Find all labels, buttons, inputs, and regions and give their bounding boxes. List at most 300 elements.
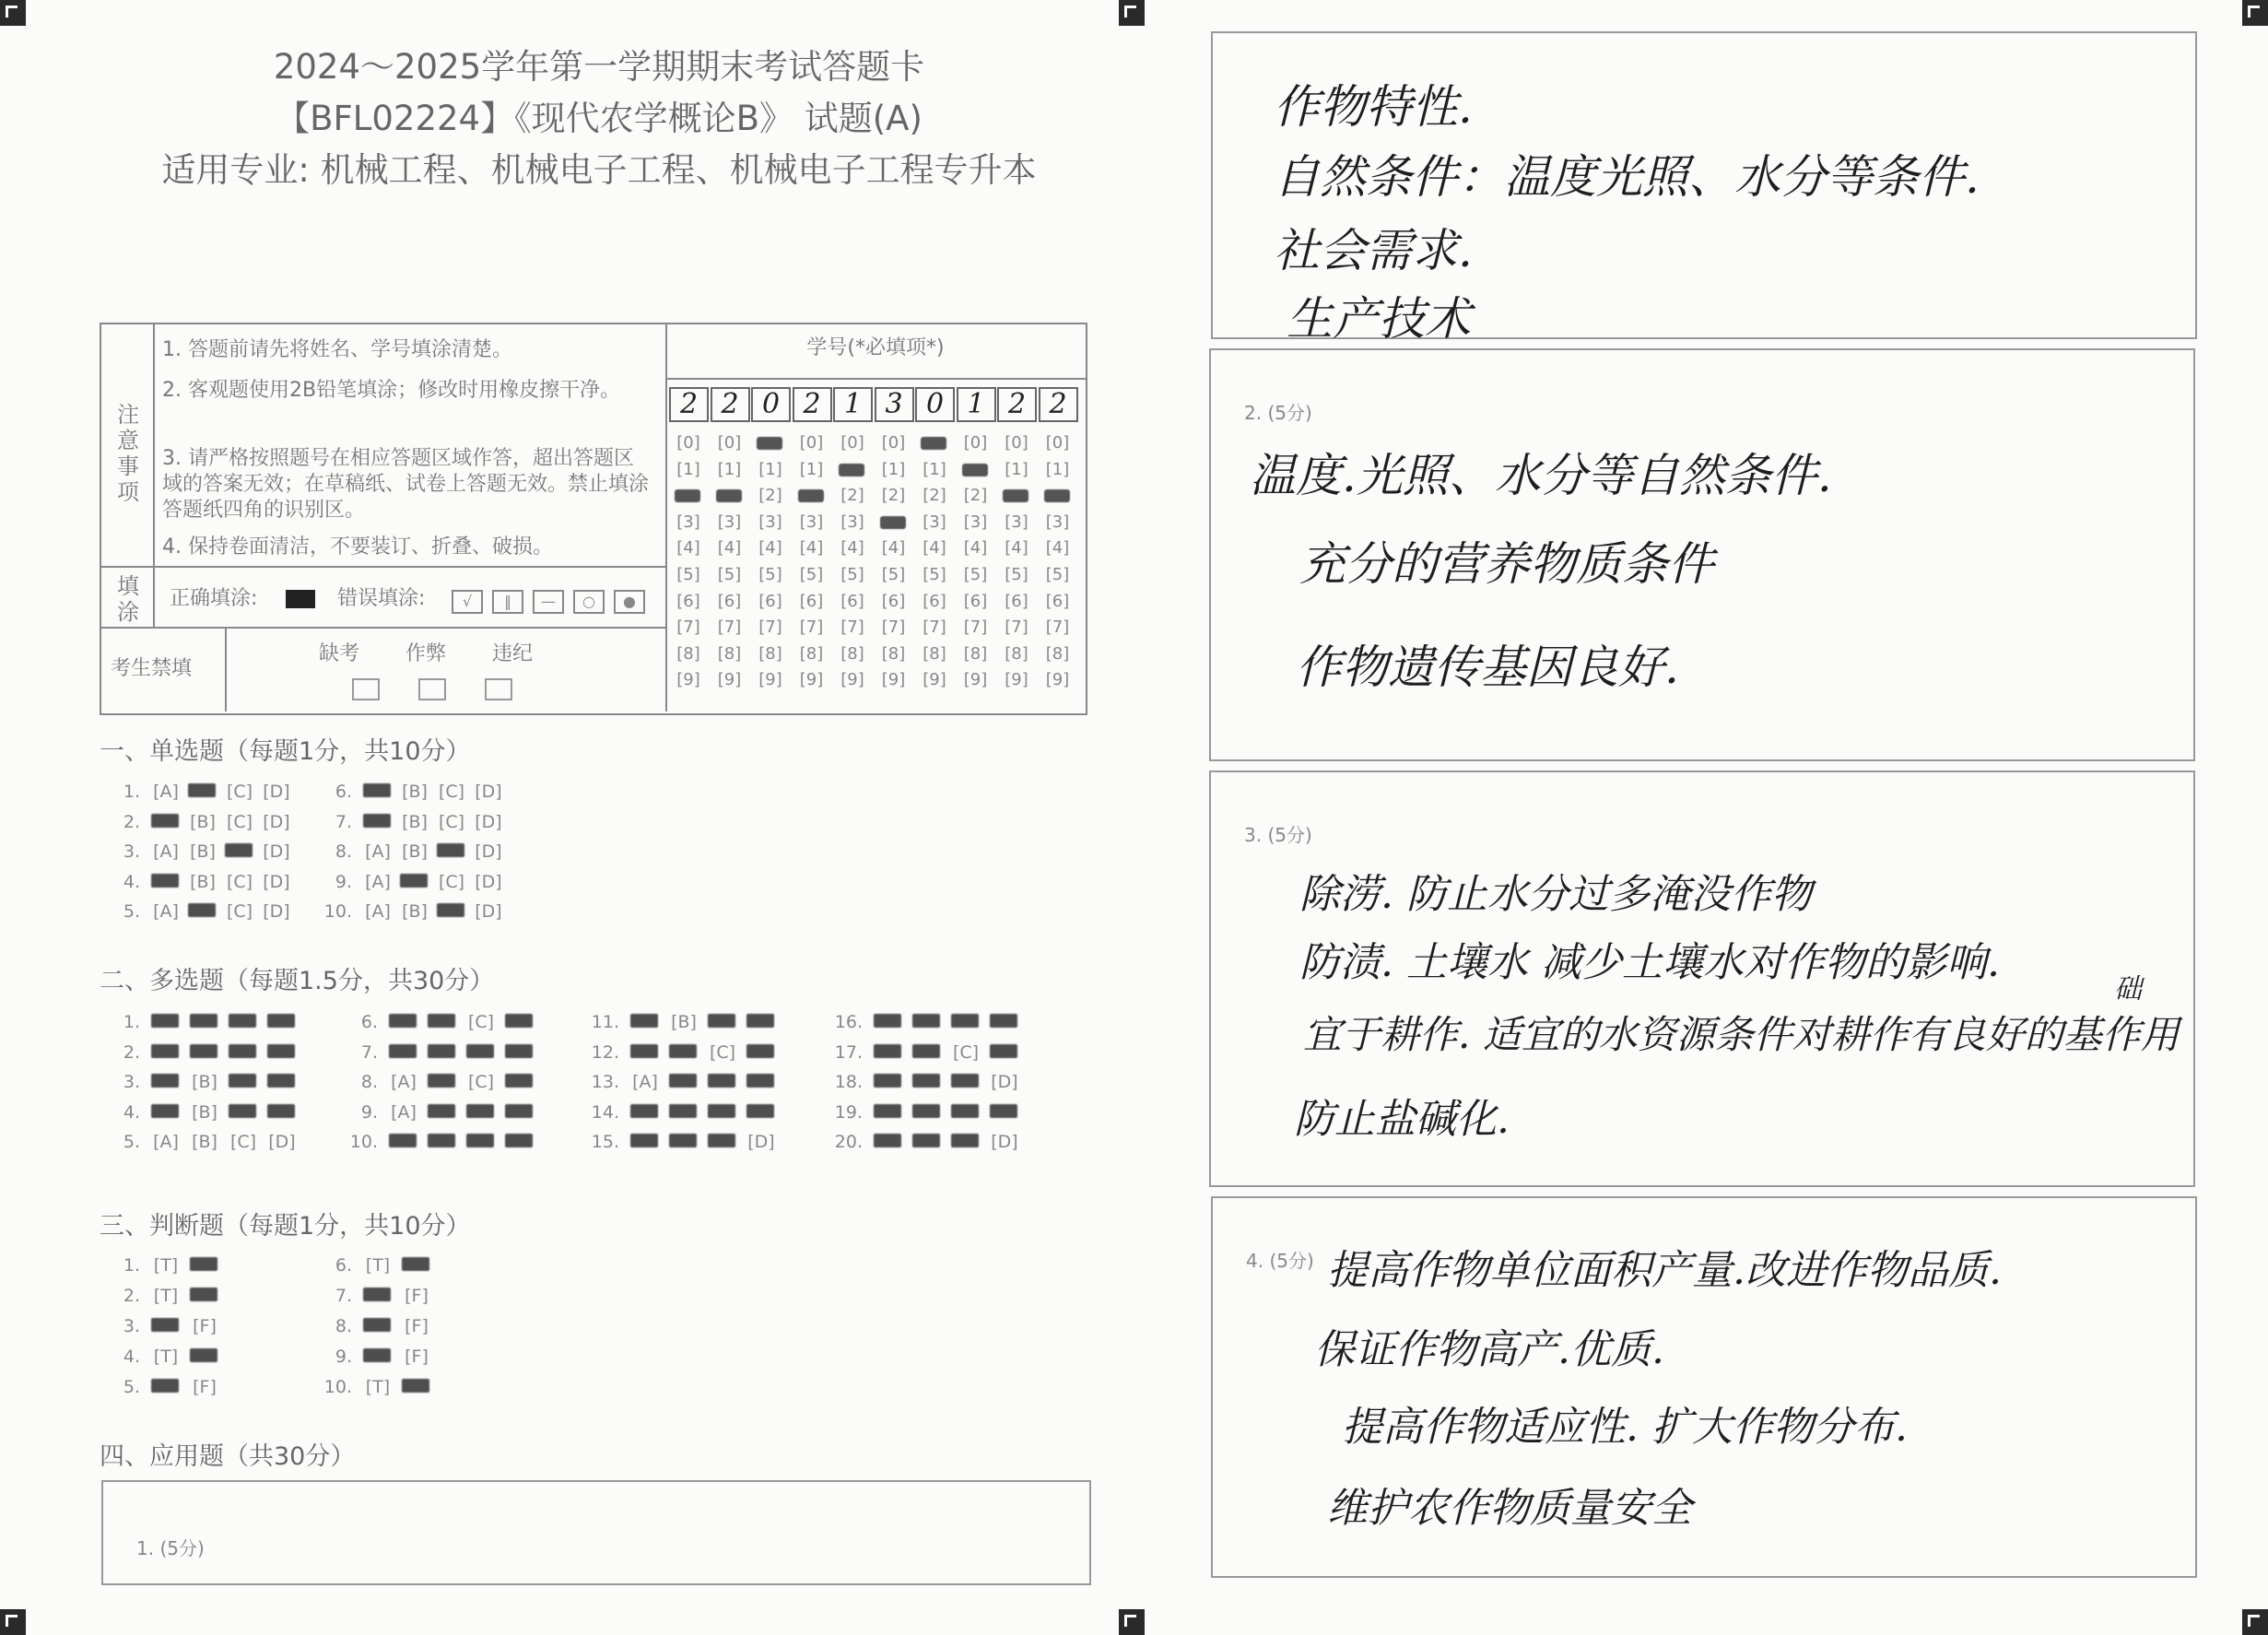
student-id-bubble[interactable] — [1040, 486, 1075, 505]
question-number: 19. — [834, 1101, 863, 1123]
answer-option[interactable]: [F] — [405, 1347, 429, 1367]
answer-option[interactable] — [870, 1132, 907, 1150]
answer-option[interactable] — [396, 872, 433, 890]
student-id-bubble[interactable] — [835, 460, 870, 479]
student-id-bubble[interactable]: [4] — [963, 538, 988, 559]
student-id-bubble[interactable] — [958, 460, 993, 479]
answer-option[interactable]: [D] — [263, 871, 290, 892]
answer-option[interactable] — [870, 1042, 907, 1061]
answer-option[interactable] — [385, 1042, 422, 1061]
answer-option[interactable]: [C] — [438, 811, 465, 832]
answer-option[interactable] — [186, 1042, 223, 1061]
answer-option[interactable] — [627, 1132, 664, 1150]
answer-option[interactable] — [359, 1347, 396, 1365]
answer-option[interactable] — [627, 1102, 664, 1121]
answer-option[interactable] — [501, 1102, 538, 1121]
answer-option[interactable]: [T] — [365, 1377, 391, 1397]
answer-option[interactable] — [986, 1102, 1023, 1121]
notice-label-2: 意 — [117, 428, 139, 453]
answer-option[interactable]: [A] — [153, 1132, 179, 1152]
answer-option[interactable] — [501, 1012, 538, 1030]
student-id-bubble[interactable]: [2] — [963, 486, 988, 506]
answer-option[interactable] — [398, 1377, 435, 1395]
student-id-bubble[interactable]: [4] — [676, 538, 700, 559]
student-id-bubble[interactable]: [9] — [1045, 670, 1070, 690]
notice-label-3: 事 — [117, 453, 139, 479]
answer-option[interactable] — [665, 1102, 702, 1121]
answer-option[interactable]: [C] — [467, 1072, 495, 1092]
answer1-line4: 生产技术 — [1287, 292, 1471, 346]
answer-option[interactable]: [C] — [467, 1012, 495, 1032]
question-number: 9. — [335, 871, 352, 892]
answer-option[interactable]: [A] — [632, 1072, 658, 1092]
student-id-bubble[interactable]: [6] — [840, 591, 864, 611]
answer-option[interactable] — [385, 1132, 422, 1150]
student-id-bubble[interactable]: [0] — [1005, 433, 1028, 453]
student-id-bubble[interactable]: [7] — [676, 618, 700, 638]
answer-option[interactable] — [264, 1042, 300, 1061]
student-id-bubble[interactable]: [0] — [963, 433, 988, 453]
answer-option[interactable]: [T] — [153, 1286, 179, 1306]
answer-option[interactable] — [463, 1042, 499, 1061]
student-id-bubble[interactable]: [1] — [1005, 459, 1028, 479]
student-id-bubble[interactable]: [0] — [717, 433, 742, 453]
question-number: 5. — [123, 1132, 140, 1152]
answer-option[interactable] — [743, 1042, 780, 1061]
answer-option[interactable] — [704, 1102, 741, 1121]
answer3-line4: 防止盐碱化. — [1294, 1096, 1510, 1143]
student-id-bubble[interactable]: [7] — [881, 618, 906, 638]
answer-option[interactable]: [F] — [405, 1286, 429, 1306]
question-number: 4. — [123, 871, 140, 892]
answer-option[interactable] — [359, 782, 396, 800]
answer-option[interactable] — [385, 1012, 422, 1030]
answer-option[interactable] — [186, 1347, 223, 1365]
answer-option[interactable]: [B] — [402, 841, 428, 862]
student-id-bubble[interactable]: [6] — [676, 591, 700, 611]
answer-option[interactable] — [147, 1042, 184, 1061]
student-id-bubble[interactable]: [0] — [799, 433, 824, 453]
answer-option[interactable] — [743, 1012, 780, 1030]
student-id-bubble[interactable]: [8] — [881, 643, 906, 664]
answer-option[interactable]: [F] — [193, 1377, 217, 1397]
student-id-bubble[interactable]: [3] — [799, 512, 824, 532]
answer-option[interactable]: [D] — [991, 1132, 1018, 1152]
answer-option[interactable] — [147, 1377, 184, 1395]
answer-option[interactable] — [359, 1286, 396, 1304]
student-id-bubble[interactable]: [8] — [1005, 643, 1028, 664]
answer-option[interactable] — [704, 1132, 741, 1150]
answer-option[interactable]: [A] — [365, 871, 391, 892]
status-absent: 缺考 — [319, 642, 360, 665]
q3-label: 3. (5分) — [1244, 824, 1312, 846]
student-id-bubble[interactable]: [9] — [1005, 670, 1028, 690]
student-id-bubble[interactable]: [9] — [963, 670, 988, 690]
answer-option[interactable] — [947, 1102, 984, 1121]
student-id-bubble[interactable]: [4] — [799, 538, 824, 559]
student-id-bubble[interactable]: [1] — [758, 459, 782, 479]
student-id-bubble[interactable]: [6] — [799, 591, 824, 611]
answer-option[interactable] — [986, 1012, 1023, 1030]
student-id-bubble[interactable]: [6] — [717, 591, 742, 611]
answer-option[interactable]: [T] — [365, 1255, 391, 1276]
question-number: 13. — [591, 1072, 619, 1092]
answer-option[interactable]: [A] — [365, 841, 391, 862]
student-id-bubble[interactable]: [5] — [717, 565, 742, 584]
answer-option[interactable] — [627, 1042, 664, 1061]
student-id-bubble[interactable]: [4] — [758, 538, 782, 559]
student-id-bubble[interactable] — [999, 486, 1034, 505]
student-id-bubble[interactable]: [8] — [758, 643, 782, 664]
answer-option[interactable] — [947, 1132, 984, 1150]
student-id-digit-box[interactable]: 2 — [711, 387, 750, 422]
student-id-bubble[interactable]: [3] — [1045, 512, 1070, 532]
answer-option[interactable]: [A] — [391, 1072, 417, 1092]
answer-option[interactable]: [B] — [402, 811, 428, 832]
answer-option[interactable]: [B] — [190, 871, 216, 892]
student-id-bubble[interactable]: [4] — [1045, 538, 1070, 559]
answer-option[interactable]: [C] — [226, 901, 253, 922]
answer-option[interactable] — [147, 1102, 184, 1121]
question-number: 3. — [123, 1072, 140, 1092]
answer-option[interactable] — [186, 1286, 223, 1304]
question-number: 1. — [123, 1012, 140, 1032]
question-number: 15. — [591, 1132, 619, 1152]
answer-option[interactable]: [D] — [263, 841, 290, 862]
answer-option[interactable] — [909, 1102, 946, 1121]
answer-option[interactable] — [665, 1072, 702, 1090]
student-id-bubble[interactable]: [3] — [758, 512, 782, 532]
question-number: 16. — [834, 1012, 863, 1032]
student-id-bubble[interactable]: [7] — [1005, 618, 1028, 638]
answer-option[interactable]: [C] — [226, 871, 253, 892]
answer-option[interactable] — [433, 901, 470, 920]
answer-option[interactable] — [947, 1012, 984, 1030]
answer-option[interactable] — [909, 1132, 946, 1150]
answer-option[interactable]: [B] — [192, 1132, 217, 1152]
answer-option[interactable] — [665, 1042, 702, 1061]
student-id-bubble[interactable]: [5] — [1045, 565, 1070, 584]
answer3-insert: 础 — [2114, 973, 2142, 1006]
student-id-bubble[interactable]: [9] — [840, 670, 864, 690]
student-id-digit-box[interactable]: 2 — [793, 387, 832, 422]
student-id-bubble[interactable]: [7] — [963, 618, 988, 638]
student-id-bubble[interactable]: [1] — [1045, 459, 1070, 479]
student-id-bubble[interactable]: [9] — [881, 670, 906, 690]
answer-option[interactable] — [359, 1316, 396, 1335]
answer-option[interactable] — [264, 1102, 300, 1121]
answer-option[interactable]: [A] — [365, 901, 391, 922]
answer-option[interactable]: [C] — [438, 782, 465, 802]
student-id-bubble[interactable]: [3] — [717, 512, 742, 532]
student-id-bubble[interactable]: [5] — [881, 565, 906, 584]
status-violation: 违纪 — [492, 642, 534, 665]
answer-option[interactable]: [D] — [263, 811, 290, 832]
answer-option[interactable] — [743, 1072, 780, 1090]
answer-option[interactable] — [225, 1072, 262, 1090]
notice-item-2: 2. 客观题使用2B铅笔填涂；修改时用橡皮擦干净。 — [162, 379, 621, 402]
section4-title: 四、应用题（共30分） — [100, 1442, 356, 1471]
student-id-bubble[interactable] — [712, 486, 747, 505]
answer-option[interactable]: [C] — [709, 1041, 736, 1063]
answer-option[interactable] — [501, 1072, 538, 1090]
student-id-bubble[interactable]: [8] — [963, 643, 988, 664]
answer-option[interactable]: [A] — [153, 782, 179, 802]
corner-marker-bottom-left — [0, 1609, 26, 1635]
answer-option[interactable] — [909, 1012, 946, 1030]
student-id-bubble[interactable]: [5] — [922, 565, 946, 584]
student-id-bubble[interactable]: [3] — [1005, 512, 1028, 532]
answer-option[interactable]: [F] — [405, 1316, 429, 1336]
answer-box-q1-left[interactable] — [101, 1480, 1091, 1585]
student-id-bubble[interactable]: [2] — [758, 486, 782, 506]
answer-box-q3[interactable] — [1209, 770, 2195, 1187]
student-id-bubble[interactable]: [6] — [758, 591, 782, 611]
answer-option[interactable] — [359, 812, 396, 830]
student-id-bubble[interactable]: [7] — [758, 618, 782, 638]
student-id-bubble[interactable]: [9] — [799, 670, 824, 690]
answer2-line1: 温度.光照、水分等自然条件. — [1250, 449, 1832, 502]
question-number: 7. — [335, 811, 352, 832]
student-id-bubble[interactable]: [8] — [922, 643, 946, 664]
student-id-bubble[interactable]: [6] — [963, 591, 988, 611]
exam-title: 2024～2025学年第一学期期末考试答题卡 — [273, 47, 925, 87]
answer-option[interactable] — [743, 1102, 780, 1121]
student-id-bubble[interactable]: [8] — [840, 643, 864, 664]
answer-option[interactable]: [F] — [193, 1316, 217, 1336]
answer-option[interactable] — [398, 1255, 435, 1274]
student-id-bubble[interactable]: [5] — [1005, 565, 1028, 584]
answer-option[interactable]: [D] — [475, 811, 502, 832]
student-id-bubble[interactable] — [794, 486, 829, 505]
answer-option[interactable]: [B] — [190, 841, 216, 862]
answer-option[interactable] — [463, 1102, 499, 1121]
student-id-bubble[interactable]: [4] — [840, 538, 864, 559]
status-absent-box[interactable] — [352, 678, 380, 700]
student-id-bubble[interactable]: [0] — [676, 433, 700, 453]
student-id-digit-box[interactable]: 0 — [915, 387, 955, 422]
student-id-bubble[interactable]: [0] — [1045, 433, 1070, 453]
answer-option[interactable] — [424, 1072, 461, 1090]
answer-option[interactable]: [A] — [153, 901, 179, 922]
answer-option[interactable] — [225, 1102, 262, 1121]
answer-option[interactable]: [A] — [391, 1101, 417, 1123]
student-id-bubble[interactable]: [3] — [676, 512, 700, 532]
student-id-bubble[interactable]: [3] — [922, 512, 946, 532]
answer-option[interactable] — [225, 1012, 262, 1030]
notice-item-3: 3. 请严格按照题号在相应答题区域作答，超出答题区域的答案无效；在草稿纸、试卷上答题无效。禁止填涂答题纸四角的识别区。 — [162, 447, 650, 522]
answer-option[interactable] — [870, 1102, 907, 1121]
student-id-bubble[interactable]: [9] — [676, 670, 700, 690]
student-id-digit-box[interactable]: 2 — [997, 387, 1037, 422]
student-id-bubble[interactable]: [6] — [881, 591, 906, 611]
student-id-bubble[interactable]: [6] — [922, 591, 946, 611]
q4-label: 4. (5分) — [1246, 1250, 1314, 1272]
answer-option[interactable] — [433, 841, 470, 860]
answer1-line3: 社会需求. — [1274, 224, 1473, 277]
answer-option[interactable] — [147, 1316, 184, 1335]
answer-option[interactable]: [C] — [952, 1041, 980, 1063]
question-number: 8. — [335, 1316, 352, 1336]
answer-option[interactable] — [147, 1072, 184, 1090]
student-id-bubble[interactable]: [1] — [881, 459, 906, 479]
question-number: 8. — [335, 841, 352, 862]
answer3-line1: 除涝. 防止水分过多淹没作物 — [1299, 871, 1812, 918]
student-id-bubble[interactable]: [5] — [840, 565, 864, 584]
status-cheating: 作弊 — [405, 642, 447, 665]
answer-option[interactable] — [184, 901, 221, 920]
answer-option[interactable]: [T] — [153, 1255, 179, 1276]
student-id-bubble[interactable]: [5] — [676, 565, 700, 584]
answer-option[interactable] — [264, 1012, 300, 1030]
answer-option[interactable] — [186, 1012, 223, 1030]
question-number: 20. — [834, 1132, 863, 1152]
student-id-bubble[interactable]: [1] — [717, 459, 742, 479]
answer-option[interactable]: [B] — [190, 811, 216, 832]
student-id-bubble[interactable]: [9] — [922, 670, 946, 690]
student-id-digit-box[interactable]: 2 — [669, 387, 709, 422]
answer-option[interactable]: [A] — [153, 841, 179, 862]
answer-option[interactable]: [D] — [475, 782, 502, 802]
student-id-bubble[interactable]: [3] — [840, 512, 864, 532]
answer-option[interactable] — [501, 1132, 538, 1150]
answer-option[interactable] — [424, 1042, 461, 1061]
student-id-bubble[interactable]: [4] — [1005, 538, 1028, 559]
answer-option[interactable]: [D] — [747, 1132, 775, 1152]
student-id-bubble[interactable]: [8] — [717, 643, 742, 664]
question-number: 1. — [123, 782, 140, 802]
answer-option[interactable] — [704, 1012, 741, 1030]
answer-option[interactable] — [947, 1072, 984, 1090]
student-id-bubble[interactable]: [5] — [758, 565, 782, 584]
student-id-bubble[interactable]: [5] — [799, 565, 824, 584]
answer-option[interactable] — [186, 1255, 223, 1274]
student-id-digit-box[interactable]: 1 — [833, 387, 873, 422]
answer-option[interactable] — [870, 1072, 907, 1090]
student-id-bubble[interactable] — [671, 486, 706, 505]
status-violation-box[interactable] — [485, 678, 512, 700]
answer-option[interactable]: [D] — [475, 841, 502, 862]
answer-option[interactable]: [B] — [402, 901, 428, 922]
student-id-digit-box[interactable]: 0 — [751, 387, 791, 422]
student-id-bubble[interactable]: [7] — [840, 618, 864, 638]
answer-option[interactable] — [463, 1132, 499, 1150]
answer-option[interactable]: [C] — [226, 782, 253, 802]
student-id-bubble[interactable]: [8] — [799, 643, 824, 664]
corner-marker-top-middle — [1119, 0, 1145, 26]
student-id-bubble[interactable] — [876, 512, 911, 532]
student-id-bubble[interactable]: [8] — [1045, 643, 1070, 664]
question-number: 6. — [360, 1012, 378, 1032]
student-id-bubble[interactable]: [1] — [922, 459, 946, 479]
student-id-bubble[interactable] — [753, 433, 788, 453]
answer-option[interactable] — [704, 1072, 741, 1090]
answer-option[interactable]: [B] — [402, 782, 428, 802]
student-id-bubble[interactable]: [4] — [881, 538, 906, 559]
answer-option[interactable]: [T] — [153, 1347, 179, 1367]
answer-option[interactable] — [147, 812, 184, 830]
student-id-bubble[interactable]: [2] — [881, 486, 906, 506]
answer-option[interactable] — [424, 1012, 461, 1030]
student-id-bubble[interactable]: [4] — [717, 538, 742, 559]
student-id-bubble[interactable]: [1] — [676, 459, 700, 479]
question-number: 4. — [123, 1347, 140, 1367]
notice-label-4: 项 — [117, 479, 139, 505]
answer-option[interactable] — [501, 1042, 538, 1061]
student-id-bubble[interactable]: [0] — [881, 433, 906, 453]
answer-option[interactable]: [B] — [671, 1012, 697, 1032]
student-id-bubble[interactable]: [0] — [840, 433, 864, 453]
question-number: 3. — [123, 1316, 140, 1336]
answer-option[interactable] — [147, 872, 184, 890]
student-id-bubble[interactable]: [9] — [758, 670, 782, 690]
student-id-bubble[interactable]: [2] — [922, 486, 946, 506]
answer-option[interactable]: [B] — [192, 1101, 217, 1123]
student-id-bubble[interactable]: [1] — [799, 459, 824, 479]
student-id-bubble[interactable]: [4] — [922, 538, 946, 559]
student-id-digit-box[interactable]: 1 — [957, 387, 996, 422]
answer-option[interactable] — [909, 1042, 946, 1061]
student-id-bubble[interactable]: [3] — [963, 512, 988, 532]
answer-option[interactable] — [184, 782, 221, 800]
student-id-bubble[interactable]: [7] — [1045, 618, 1070, 638]
answer-option[interactable] — [909, 1072, 946, 1090]
answer-option[interactable]: [C] — [229, 1132, 257, 1152]
student-id-bubble[interactable]: [7] — [799, 618, 824, 638]
student-id-bubble[interactable] — [917, 433, 952, 453]
student-id-bubble[interactable]: [2] — [840, 486, 864, 506]
answer-option[interactable]: [B] — [192, 1072, 217, 1092]
student-id-bubble[interactable]: [9] — [717, 670, 742, 690]
answer2-line2: 充分的营养物质条件 — [1299, 537, 1714, 591]
status-cheating-box[interactable] — [418, 678, 446, 700]
answer-option[interactable]: [D] — [475, 871, 502, 892]
answer-option[interactable]: [C] — [438, 871, 465, 892]
student-id-bubble[interactable]: [7] — [922, 618, 946, 638]
answer-box-q2[interactable] — [1209, 348, 2195, 761]
answer-option[interactable]: [D] — [263, 782, 290, 802]
answer-option[interactable] — [424, 1132, 461, 1150]
answer-option[interactable] — [986, 1042, 1023, 1061]
answer-option[interactable] — [264, 1072, 300, 1090]
question-number: 5. — [123, 901, 140, 922]
student-id-digit-box[interactable]: 2 — [1039, 387, 1078, 422]
answer-option[interactable]: [D] — [268, 1132, 296, 1152]
wrong-fill-sample-1: √ — [452, 590, 483, 614]
student-id-bubble[interactable]: [8] — [676, 643, 700, 664]
student-id-bubble[interactable]: [7] — [717, 618, 742, 638]
answer-box-q1-continued[interactable] — [1211, 31, 2197, 346]
answer-option[interactable] — [665, 1132, 702, 1150]
answer-option[interactable]: [C] — [226, 811, 253, 832]
student-id-bubble[interactable]: [6] — [1005, 591, 1028, 611]
answer-option[interactable] — [424, 1102, 461, 1121]
question-number: 10. — [323, 1377, 352, 1397]
answer-option[interactable] — [221, 841, 258, 860]
answer4-line2: 保证作物高产.优质. — [1314, 1326, 1664, 1373]
student-id-digit-box[interactable]: 3 — [875, 387, 914, 422]
student-id-bubble[interactable]: [6] — [1045, 591, 1070, 611]
answer-option[interactable] — [870, 1012, 907, 1030]
answer-box-q4[interactable] — [1211, 1196, 2197, 1578]
student-id-bubble[interactable]: [5] — [963, 565, 988, 584]
answer-option[interactable] — [147, 1012, 184, 1030]
answer-option[interactable]: [D] — [991, 1072, 1018, 1092]
answer-option[interactable]: [D] — [263, 901, 290, 922]
answer-option[interactable] — [225, 1042, 262, 1061]
answer-option[interactable] — [627, 1012, 664, 1030]
answer-option[interactable]: [D] — [475, 901, 502, 922]
